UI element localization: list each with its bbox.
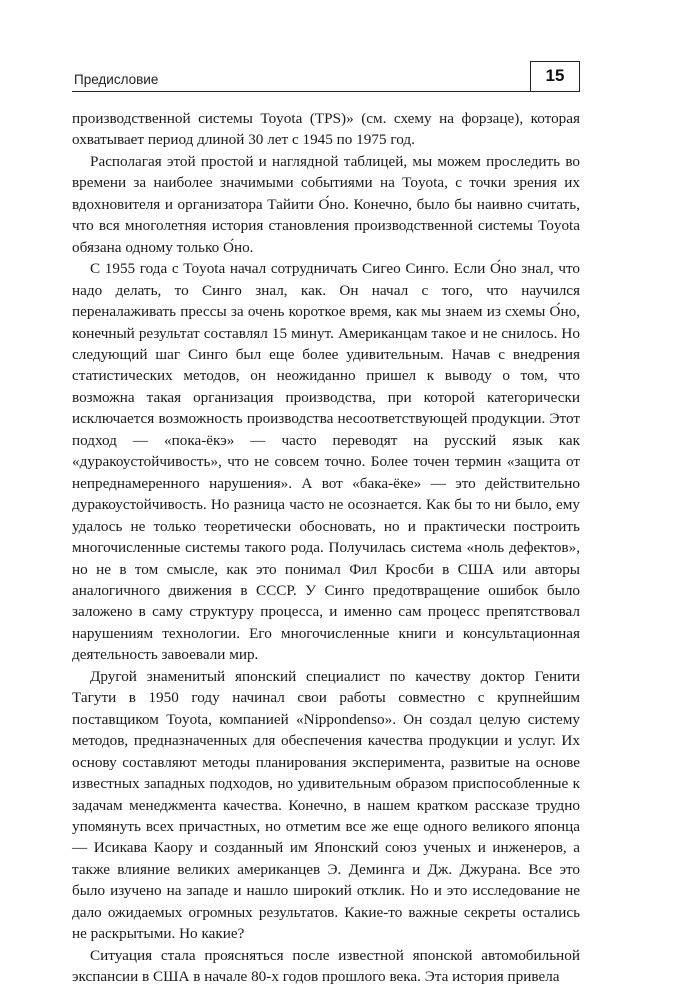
- paragraph: Другой знаменитый японский специалист по качеству доктор Генити Тагути в 1950 году начинал свои работы совместно с крупнейшим поставщиком Toyota, компанией «Nippondenso». Он создал целую систему методов, предназначенных для обеспечения качества продукции и услуг. Их основу составляют методы планирования эксперимента, развитые на основе известных западных подходов, но удивительным образом приспособленные к задачам менеджмента качества. Конечно, в нашем кратком рассказе трудно упомянуть всех причастных, но отметим все же еще одного великого японца — Исикава Каору и созданный им Японский союз ученых и инженеров, а также влияние великих американцев Э. Деминга и Дж. Джурана. Все это было изучено на западе и нашло широкий отклик. Но и это исследование не дало ожидаемых огромных результатов. Какие-то важные секреты остались не раскрытыми. Но какие?: [72, 667, 580, 943]
- paragraph: Располагая этой простой и наглядной таблицей, мы можем проследить во времени за наиболее значимыми событиями на Toyota, с точки зрения их вдохновителя и организатора Тайити О́но. Конечно, было бы наивно считать, что вся многолетняя история становления производственной системы Toyota обязана одному только О́но.: [72, 152, 580, 256]
- body-text: [72, 108, 580, 988]
- section-title: Предисловие: [74, 72, 159, 87]
- paragraph: Ситуация стала проясняться после известной японской автомобильной экспансии в США в начале 80-х годов прошлого века. Эта история привела: [72, 946, 580, 986]
- paragraph: производственной системы Toyota (TPS)» (см. схему на форзаце), которая охватывает период длиной 30 лет с 1945 по 1975 год.: [72, 110, 580, 149]
- paragraph: С 1955 года с Toyota начал сотрудничать Сигео Синго. Если О́но знал, что надо делать, то Синго знал, как. Он начал с того, что научился переналаживать прессы за очень короткое время, как мы знаем из схемы О́но, конечный результат составлял 15 минут. Американцам такое и не снилось. Но следующий шаг Синго был еще более удивительным. Начав с внедрения статистических методов, он неожиданно пришел к выводу о том, что возможна такая организация производства, при которой категорически исключается возможность производства несоответствующей продукции. Этот подход — «пока-ёкэ» — часто переводят на русский язык как «дуракоустойчивость», что не совсем точно. Более точен термин «защита от непреднамеренного нарушения». А вот «бака-ёке» — это действительно дуракоустойчивость. Но разница часто не осознается. Как бы то ни было, ему удалось не только теоретически обосновать, но и практически построить многочисленные системы такого рода. Получилась система «ноль дефектов», но не в том смысле, как это понимал Фил Кросби в США или авторы аналогичного движения в СССР. У Синго предотвращение ошибок было заложено в саму структуру процесса, и именно сам процесс препятствовал нарушениям технологии. Его многочисленные книги и консультационная деятельность завоевали мир.: [72, 260, 580, 664]
- running-head: [72, 61, 580, 92]
- page-number: 15: [530, 61, 580, 91]
